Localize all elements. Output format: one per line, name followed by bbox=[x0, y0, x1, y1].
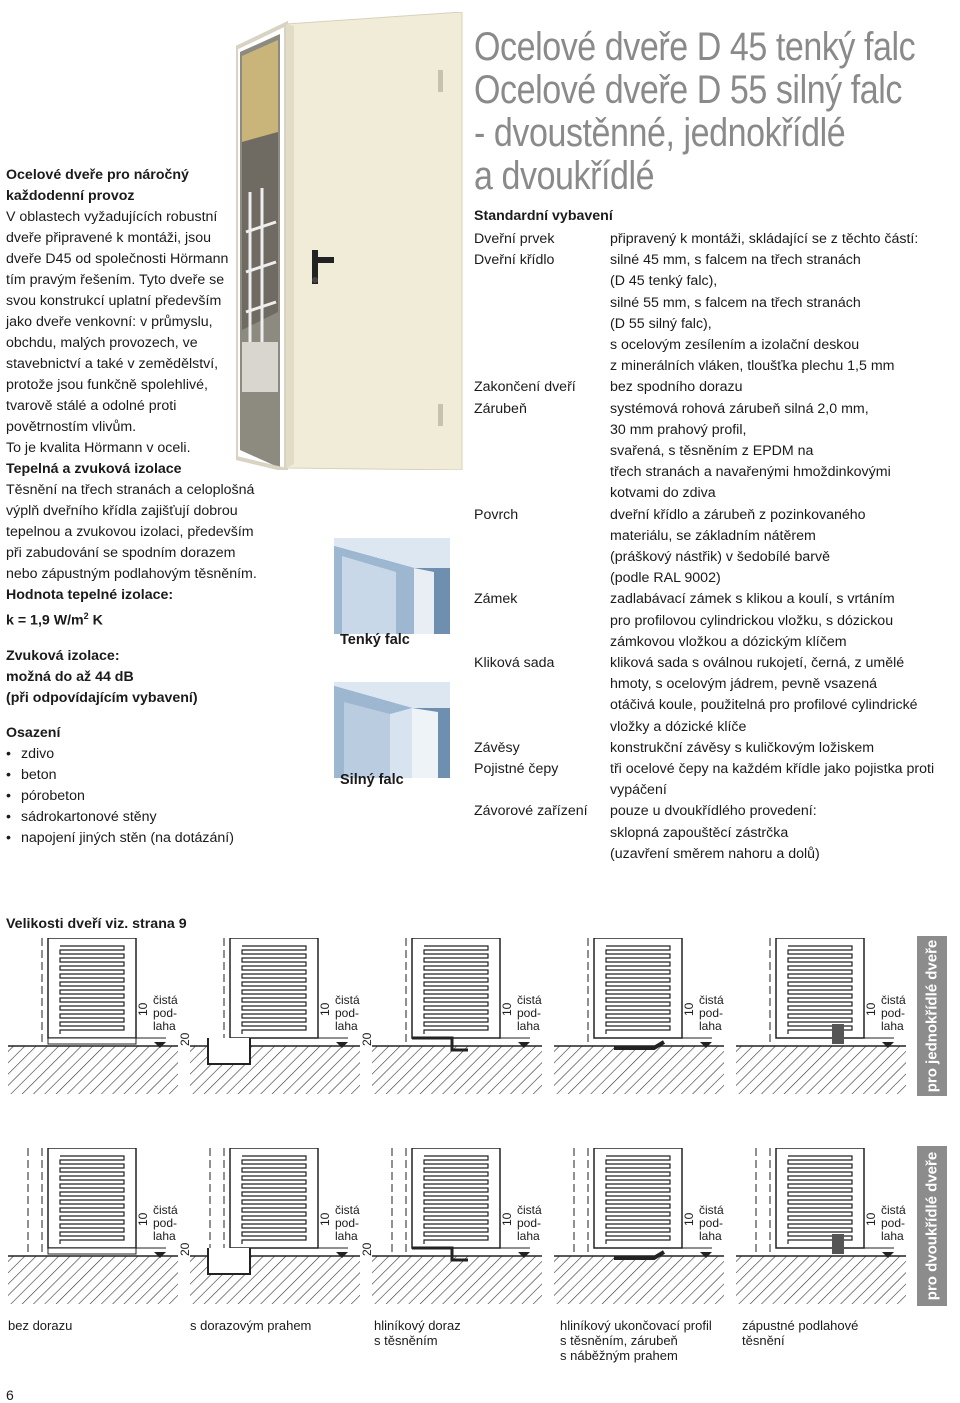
spec-key bbox=[474, 526, 610, 547]
floor-label-line: laha bbox=[335, 1019, 358, 1033]
spec-row bbox=[474, 801, 960, 822]
diagram-caption bbox=[8, 1318, 72, 1333]
spec-key: Zakončení dveří bbox=[474, 379, 576, 396]
spec-value: vložky a dózické klíče bbox=[610, 718, 747, 735]
title-line: a dvoukřídlé bbox=[474, 154, 655, 198]
spec-row bbox=[474, 314, 960, 335]
thermal-title: Hodnota tepelné izolace: bbox=[6, 587, 174, 603]
spec-row bbox=[474, 420, 960, 441]
floor-label-line: čistá bbox=[153, 993, 178, 1007]
list-item: • sádrokartonové stěny bbox=[6, 807, 261, 828]
floor-label-line: čistá bbox=[153, 1203, 178, 1217]
spacer bbox=[6, 632, 261, 646]
floor-label bbox=[699, 994, 724, 1033]
spec-key bbox=[474, 780, 610, 801]
thick-falc-image bbox=[334, 682, 450, 778]
spec-key: Kliková sada bbox=[474, 655, 555, 672]
osazeni-title: Osazení bbox=[6, 724, 61, 741]
threshold-diagram bbox=[8, 1148, 188, 1308]
dimension-10: 10 bbox=[682, 1002, 696, 1016]
dimension-10: 10 bbox=[864, 1002, 878, 1016]
intro-text: V oblastech vyžadujících robustní dveře připravené k montáži, jsou dveře D45 od společnosti Hörmann tím pravým řešením. Tyto dveře se svou konstrukcí uplatní především jako dveře venkovní: v průmyslu, obchdu, malých provozech, ve stavebnictví a také v zemědělství, protože jsou funkčně spolehlivé, tvarově stálé a odolné proti povětrnostím vlivům. bbox=[6, 209, 229, 435]
spec-key bbox=[474, 483, 610, 504]
dimension-10: 10 bbox=[864, 1212, 878, 1226]
spec-key: Závěsy bbox=[474, 739, 520, 756]
floor-label-line: pod- bbox=[881, 1006, 906, 1020]
floor-label-line: laha bbox=[153, 1019, 176, 1033]
spec-key bbox=[474, 335, 610, 356]
floor-label bbox=[699, 1204, 724, 1243]
spec-value: konstrukční závěsy s kuličkovým ložiskem bbox=[610, 739, 875, 756]
title-line: Ocelové dveře D 45 tenký falc bbox=[474, 25, 916, 69]
spec-key: Zárubeň bbox=[474, 400, 527, 417]
spec-key bbox=[474, 611, 610, 632]
acoustic-value: možná do až 44 dB bbox=[6, 668, 134, 685]
floor-label-line: čistá bbox=[699, 1203, 724, 1217]
spec-key bbox=[474, 314, 610, 335]
list-item: • zdivo bbox=[6, 744, 261, 765]
floor-label-line: pod- bbox=[699, 1006, 724, 1020]
spec-key bbox=[474, 823, 610, 844]
spec-key: Povrch bbox=[474, 506, 519, 523]
spec-row bbox=[474, 759, 960, 780]
spec-key: Dveřní křídlo bbox=[474, 252, 555, 269]
spec-value: kotvami do zdiva bbox=[610, 485, 716, 502]
list-item: • napojení jiných stěn (na dotázání) bbox=[6, 828, 261, 849]
spec-row bbox=[474, 738, 960, 759]
spec-row bbox=[474, 611, 960, 632]
dimension-10: 10 bbox=[318, 1212, 332, 1226]
tab-double-leaf bbox=[917, 1146, 947, 1306]
falc-caption-thick: Silný falc bbox=[340, 772, 404, 788]
thermal-value bbox=[6, 606, 261, 632]
spec-row bbox=[474, 377, 960, 398]
dimension-20: 20 bbox=[360, 1242, 374, 1256]
spec-row bbox=[474, 526, 960, 547]
spec-value: (D 55 silný falc), bbox=[610, 315, 712, 332]
diagram-caption-line: bez dorazu bbox=[8, 1318, 73, 1333]
spec-row bbox=[474, 589, 960, 610]
spec-value: sklopná zapouštěcí zástrčka bbox=[610, 824, 789, 841]
spec-value: otáčivá koule, použitelná pro profilové cylindrické bbox=[610, 697, 918, 714]
page-number: 6 bbox=[6, 1387, 14, 1403]
door-photo bbox=[236, 12, 464, 470]
insulation-text: Těsnění na třech stranách a celoplošná výplň dveřního křídla zajišťují dobrou tepelnou a zvukovou izolaci, především při zabudování se spodním dorazem nebo zápustným podlahovým těsněním. bbox=[6, 482, 257, 582]
diagram-caption bbox=[190, 1318, 311, 1333]
diagram-caption bbox=[560, 1318, 712, 1363]
title-line: - dvoustěnné, jednokřídlé bbox=[474, 111, 846, 155]
spec-value: třech stranách a navařenými hmoždinkovými bbox=[610, 464, 891, 481]
thermal-value-unit: K bbox=[88, 612, 103, 629]
spec-value: s ocelovým zesílením a izolační deskou bbox=[610, 337, 860, 354]
spec-row bbox=[474, 271, 960, 292]
threshold-diagram bbox=[554, 938, 734, 1098]
spec-value: 30 mm prahový profil, bbox=[610, 421, 747, 438]
spec-value: pro profilovou cylindrickou vložku, s dózickou bbox=[610, 612, 894, 629]
floor-label-line: čistá bbox=[881, 1203, 906, 1217]
intro-title: Ocelové dveře pro náročný každodenní provoz bbox=[6, 167, 189, 204]
diagram-caption-line: s těsněním bbox=[374, 1333, 438, 1348]
spec-row bbox=[474, 293, 960, 314]
sizes-reference: Velikosti dveří viz. strana 9 bbox=[6, 916, 187, 932]
spec-key: Pojistné čepy bbox=[474, 761, 559, 778]
floor-label bbox=[153, 994, 178, 1033]
spec-key bbox=[474, 568, 610, 589]
spec-value: zámkovou vložkou a dózickým klíčem bbox=[610, 633, 847, 650]
diagram-caption-line: s těsněním, zárubeň bbox=[560, 1333, 678, 1348]
floor-label bbox=[335, 1204, 360, 1243]
dimension-20: 20 bbox=[360, 1032, 374, 1046]
dimension-10: 10 bbox=[500, 1002, 514, 1016]
tab-label: pro jednokřídlé dveře bbox=[923, 939, 941, 1093]
list-item: • beton bbox=[6, 765, 261, 786]
spec-row bbox=[474, 823, 960, 844]
diagram-caption-line: s náběžným prahem bbox=[560, 1348, 678, 1363]
floor-label bbox=[881, 994, 906, 1033]
acoustic-title: Zvuková izolace: bbox=[6, 647, 120, 664]
osazeni-list bbox=[6, 744, 261, 849]
tab-single-leaf bbox=[917, 936, 947, 1096]
spec-row bbox=[474, 483, 960, 504]
spec-row bbox=[474, 462, 960, 483]
spec-value: dveřní křídlo a zárubeň z pozinkovaného bbox=[610, 506, 866, 523]
dimension-10: 10 bbox=[136, 1212, 150, 1226]
spec-row bbox=[474, 250, 960, 271]
spec-value: silné 55 mm, s falcem na třech stranách bbox=[610, 294, 861, 311]
threshold-diagram bbox=[736, 1148, 916, 1308]
floor-label-line: laha bbox=[699, 1019, 722, 1033]
spacer bbox=[6, 709, 261, 723]
diagram-caption bbox=[374, 1318, 461, 1348]
floor-label-line: pod- bbox=[335, 1216, 360, 1230]
floor-label bbox=[881, 1204, 906, 1243]
spec-key bbox=[474, 462, 610, 483]
spec-key bbox=[474, 632, 610, 653]
spec-value: (D 45 tenký falc), bbox=[610, 273, 718, 290]
threshold-diagram bbox=[8, 938, 188, 1098]
dimension-20: 20 bbox=[178, 1242, 192, 1256]
spec-value: (uzavření směrem nahoru a dolů) bbox=[610, 845, 820, 862]
floor-label-line: laha bbox=[517, 1229, 540, 1243]
spec-value: kliková sada s oválnou rukojetí, černá, z umělé bbox=[610, 655, 905, 672]
floor-label-line: pod- bbox=[335, 1006, 360, 1020]
spec-key bbox=[474, 695, 610, 716]
floor-label-line: čistá bbox=[335, 1203, 360, 1217]
floor-label-line: pod- bbox=[517, 1216, 542, 1230]
spec-row bbox=[474, 335, 960, 356]
floor-label-line: laha bbox=[881, 1019, 904, 1033]
spec-row bbox=[474, 441, 960, 462]
spec-key bbox=[474, 356, 610, 377]
threshold-diagram bbox=[554, 1148, 734, 1308]
floor-label-line: laha bbox=[881, 1229, 904, 1243]
spec-row bbox=[474, 632, 960, 653]
floor-label-line: laha bbox=[517, 1019, 540, 1033]
spec-key bbox=[474, 547, 610, 568]
dimension-10: 10 bbox=[136, 1002, 150, 1016]
spec-value: zadlabávací zámek s klikou a koulí, s vrtáním bbox=[610, 591, 895, 608]
page-title bbox=[474, 25, 916, 198]
spec-row bbox=[474, 229, 960, 250]
spec-key bbox=[474, 293, 610, 314]
floor-label-line: pod- bbox=[153, 1216, 178, 1230]
diagram-caption-line: hliníkový doraz bbox=[374, 1318, 461, 1333]
spec-row bbox=[474, 717, 960, 738]
floor-label bbox=[517, 994, 542, 1033]
spec-value: hmoty, s ocelovým jádrem, pevně vsazená bbox=[610, 676, 878, 693]
spec-value: bez spodního dorazu bbox=[610, 379, 743, 396]
spec-key bbox=[474, 844, 610, 865]
floor-label bbox=[335, 994, 360, 1033]
spec-row bbox=[474, 505, 960, 526]
floor-label bbox=[517, 1204, 542, 1243]
spec-key: Závorové zařízení bbox=[474, 803, 588, 820]
floor-label-line: pod- bbox=[517, 1006, 542, 1020]
falc-caption-thin: Tenký falc bbox=[340, 632, 410, 648]
threshold-diagram bbox=[360, 1148, 552, 1308]
floor-label-line: čistá bbox=[517, 1203, 542, 1217]
insulation-title: Tepelná a zvuková izolace bbox=[6, 461, 182, 477]
threshold-diagram bbox=[360, 938, 552, 1098]
thermal-value-sup: 2 bbox=[83, 611, 89, 621]
spec-value: z minerálních vláken, tloušťka plechu 1,5 mm bbox=[610, 358, 895, 375]
spec-key bbox=[474, 674, 610, 695]
spec-value: připravený k montáži, skládající se z těchto částí: bbox=[610, 231, 919, 247]
floor-label-line: čistá bbox=[881, 993, 906, 1007]
dimension-10: 10 bbox=[682, 1212, 696, 1226]
floor-label-line: čistá bbox=[335, 993, 360, 1007]
spec-value: (podle RAL 9002) bbox=[610, 570, 721, 587]
spec-row bbox=[474, 568, 960, 589]
floor-label-line: pod- bbox=[699, 1216, 724, 1230]
spec-row bbox=[474, 653, 960, 674]
spec-value: (práškový nástřik) v šedobílé barvě bbox=[610, 549, 830, 566]
spec-key: Zámek bbox=[474, 591, 518, 608]
floor-label-line: pod- bbox=[153, 1006, 178, 1020]
floor-label-line: laha bbox=[699, 1229, 722, 1243]
spec-row bbox=[474, 547, 960, 568]
spec-list bbox=[474, 229, 960, 865]
spec-row bbox=[474, 674, 960, 695]
intro-tail: To je kvalita Hörmann v oceli. bbox=[6, 440, 191, 456]
spec-row bbox=[474, 695, 960, 716]
spec-key bbox=[474, 441, 610, 462]
spec-value: vypáčení bbox=[610, 782, 667, 799]
spec-key bbox=[474, 271, 610, 292]
standard-title: Standardní vybavení bbox=[474, 208, 613, 224]
diagram-caption-line: těsnění bbox=[742, 1333, 785, 1348]
threshold-diagram bbox=[178, 938, 370, 1098]
spec-row bbox=[474, 356, 960, 377]
spec-row bbox=[474, 844, 960, 865]
floor-label-line: laha bbox=[335, 1229, 358, 1243]
threshold-diagram bbox=[178, 1148, 370, 1308]
diagram-caption-line: s dorazovým prahem bbox=[190, 1318, 312, 1333]
spec-row bbox=[474, 780, 960, 801]
left-text-column bbox=[6, 165, 261, 849]
tab-label: pro dvoukřídlé dveře bbox=[923, 1151, 941, 1301]
spec-value: silné 45 mm, s falcem na třech stranách bbox=[610, 252, 861, 269]
spec-key: Dveřní prvek bbox=[474, 231, 555, 247]
falc-thin bbox=[334, 538, 450, 658]
floor-label-line: čistá bbox=[699, 993, 724, 1007]
spec-row bbox=[474, 399, 960, 420]
dimension-20: 20 bbox=[178, 1032, 192, 1046]
threshold-diagram bbox=[736, 938, 916, 1098]
spec-key bbox=[474, 717, 610, 738]
spec-value: svařená, s těsněním z EPDM na bbox=[610, 443, 814, 460]
list-item: • pórobeton bbox=[6, 786, 261, 807]
spec-value: materiálu, se základním nátěrem bbox=[610, 527, 816, 544]
floor-label-line: laha bbox=[153, 1229, 176, 1243]
floor-label bbox=[153, 1204, 178, 1243]
diagram-caption bbox=[742, 1318, 858, 1348]
spec-value: systémová rohová zárubeň silná 2,0 mm, bbox=[610, 400, 869, 417]
dimension-10: 10 bbox=[500, 1212, 514, 1226]
falc-thick bbox=[334, 682, 450, 802]
dimension-10: 10 bbox=[318, 1002, 332, 1016]
thermal-value-main: k = 1,9 W/m bbox=[6, 612, 84, 629]
floor-label-line: čistá bbox=[517, 993, 542, 1007]
diagram-caption-line: hliníkový ukončovací profil bbox=[560, 1318, 712, 1333]
spec-value: pouze u dvoukřídlého provedení: bbox=[610, 803, 817, 820]
spec-value: tři ocelové čepy na každém křídle jako pojistka proti bbox=[610, 761, 935, 778]
floor-label-line: pod- bbox=[881, 1216, 906, 1230]
thin-falc-image bbox=[334, 538, 450, 634]
diagram-caption-line: zápustné podlahové bbox=[742, 1318, 859, 1333]
acoustic-note: (při odpovídajícím vybavení) bbox=[6, 689, 198, 706]
title-line: Ocelové dveře D 55 silný falc bbox=[474, 68, 902, 112]
spec-key bbox=[474, 420, 610, 441]
